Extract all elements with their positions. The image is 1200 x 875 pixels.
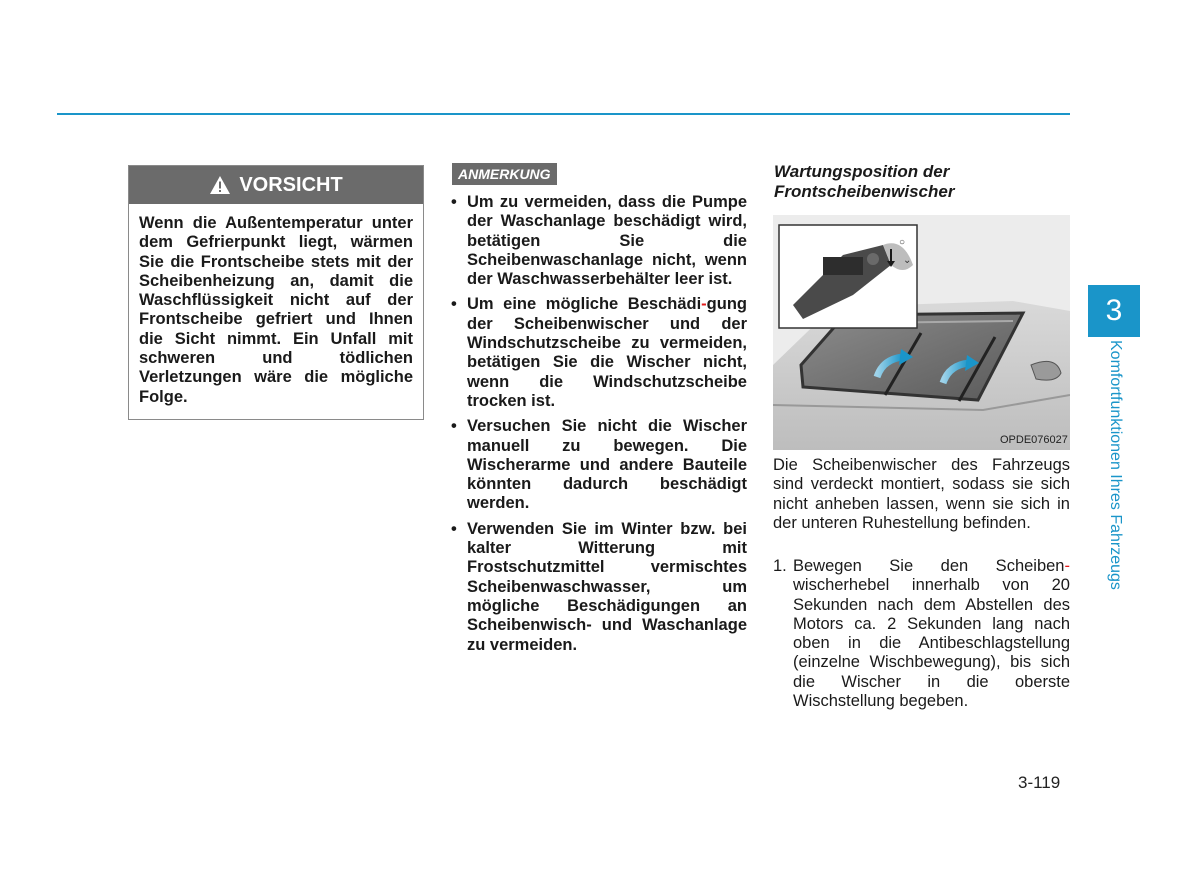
note-item-text: gung der Scheibenwischer und der Windschutzscheibe zu vermeiden, betätigen Sie die Wischer nicht, wenn die Windschutzscheibe trocken ist. bbox=[467, 295, 747, 410]
step-text-part: wischerhebel innerhalb von 20 Sekunden nach dem Abstellen des Motors ca. 2 Sekunden lang nach oben in die Antibeschlagstellung (einzelne Wischbewegung), bis sich die Wischer in die oberste Wischstellung begeben. bbox=[793, 576, 1070, 711]
svg-text:⌄: ⌄ bbox=[903, 255, 912, 266]
section-heading bbox=[774, 162, 1074, 202]
section-heading-line1: Wartungsposition der bbox=[774, 162, 950, 181]
step-text-part: Bewegen Sie den Scheiben bbox=[793, 557, 1065, 575]
note-item: • Versuchen Sie nicht die Wischer manuell zu bewegen. Die Wischerarme und andere Bauteile könnten dadurch beschädigt werden. bbox=[450, 417, 747, 513]
chapter-title bbox=[1097, 340, 1133, 610]
note-item: • Um zu vermeiden, dass die Pumpe der Waschanlage beschädigt wird, betätigen Sie die Scheibenwaschanlage nicht, wenn der Waschwasserbehälter leer ist. bbox=[450, 193, 747, 289]
intro-paragraph: Die Scheibenwischer des Fahrzeugs sind verdeckt montiert, sodass sie sich nicht anheben lassen, wenn sie sich in der unteren Ruhestellung befinden. bbox=[773, 456, 1070, 532]
hyphen-mark: - bbox=[701, 295, 707, 314]
step-text bbox=[793, 557, 1070, 711]
svg-text:○: ○ bbox=[899, 237, 906, 248]
caution-text: Wenn die Außentemperatur unter dem Gefrierpunkt liegt, wärmen Sie die Frontscheibe stets mit der Scheibenheizung an, damit die Waschflüssigkeit nicht auf der Frontscheibe gefriert und Ihnen die Sicht nimmt. Ein Unfall mit schweren und tödlichen Verletzungen wäre die mögliche Folge. bbox=[139, 214, 413, 406]
warning-triangle-icon bbox=[209, 175, 231, 195]
caution-header bbox=[129, 166, 423, 204]
chapter-title-text: Komfortfunktionen Ihres Fahrzeugs bbox=[1107, 340, 1124, 590]
section-heading-line2: Frontscheibenwischer bbox=[774, 182, 955, 201]
top-rule bbox=[57, 113, 1070, 115]
note-item-text: Um eine mögliche Beschädi bbox=[467, 295, 702, 314]
chapter-tab: 3 bbox=[1088, 285, 1140, 337]
caution-title: VORSICHT bbox=[239, 173, 343, 196]
step-number: 1. bbox=[773, 557, 787, 575]
wiper-illustration-drawing bbox=[773, 215, 1070, 450]
hyphen-mark: - bbox=[1064, 557, 1070, 575]
note-list bbox=[450, 193, 747, 661]
figure-code: OPDE076027 bbox=[1000, 434, 1068, 446]
note-item bbox=[450, 295, 747, 411]
caution-box bbox=[128, 165, 424, 420]
note-tag: ANMERKUNG bbox=[452, 163, 557, 185]
step-1 bbox=[773, 557, 1070, 711]
page-number: 3-119 bbox=[1018, 773, 1061, 792]
note-item: • Verwenden Sie im Winter bzw. bei kalter Witterung mit Frostschutzmittel vermischtes Scheibenwaschwasser, um mögliche Beschädigungen an Scheibenwisch- und Waschanlage zu vermeiden. bbox=[450, 520, 747, 655]
wiper-illustration bbox=[773, 215, 1070, 450]
